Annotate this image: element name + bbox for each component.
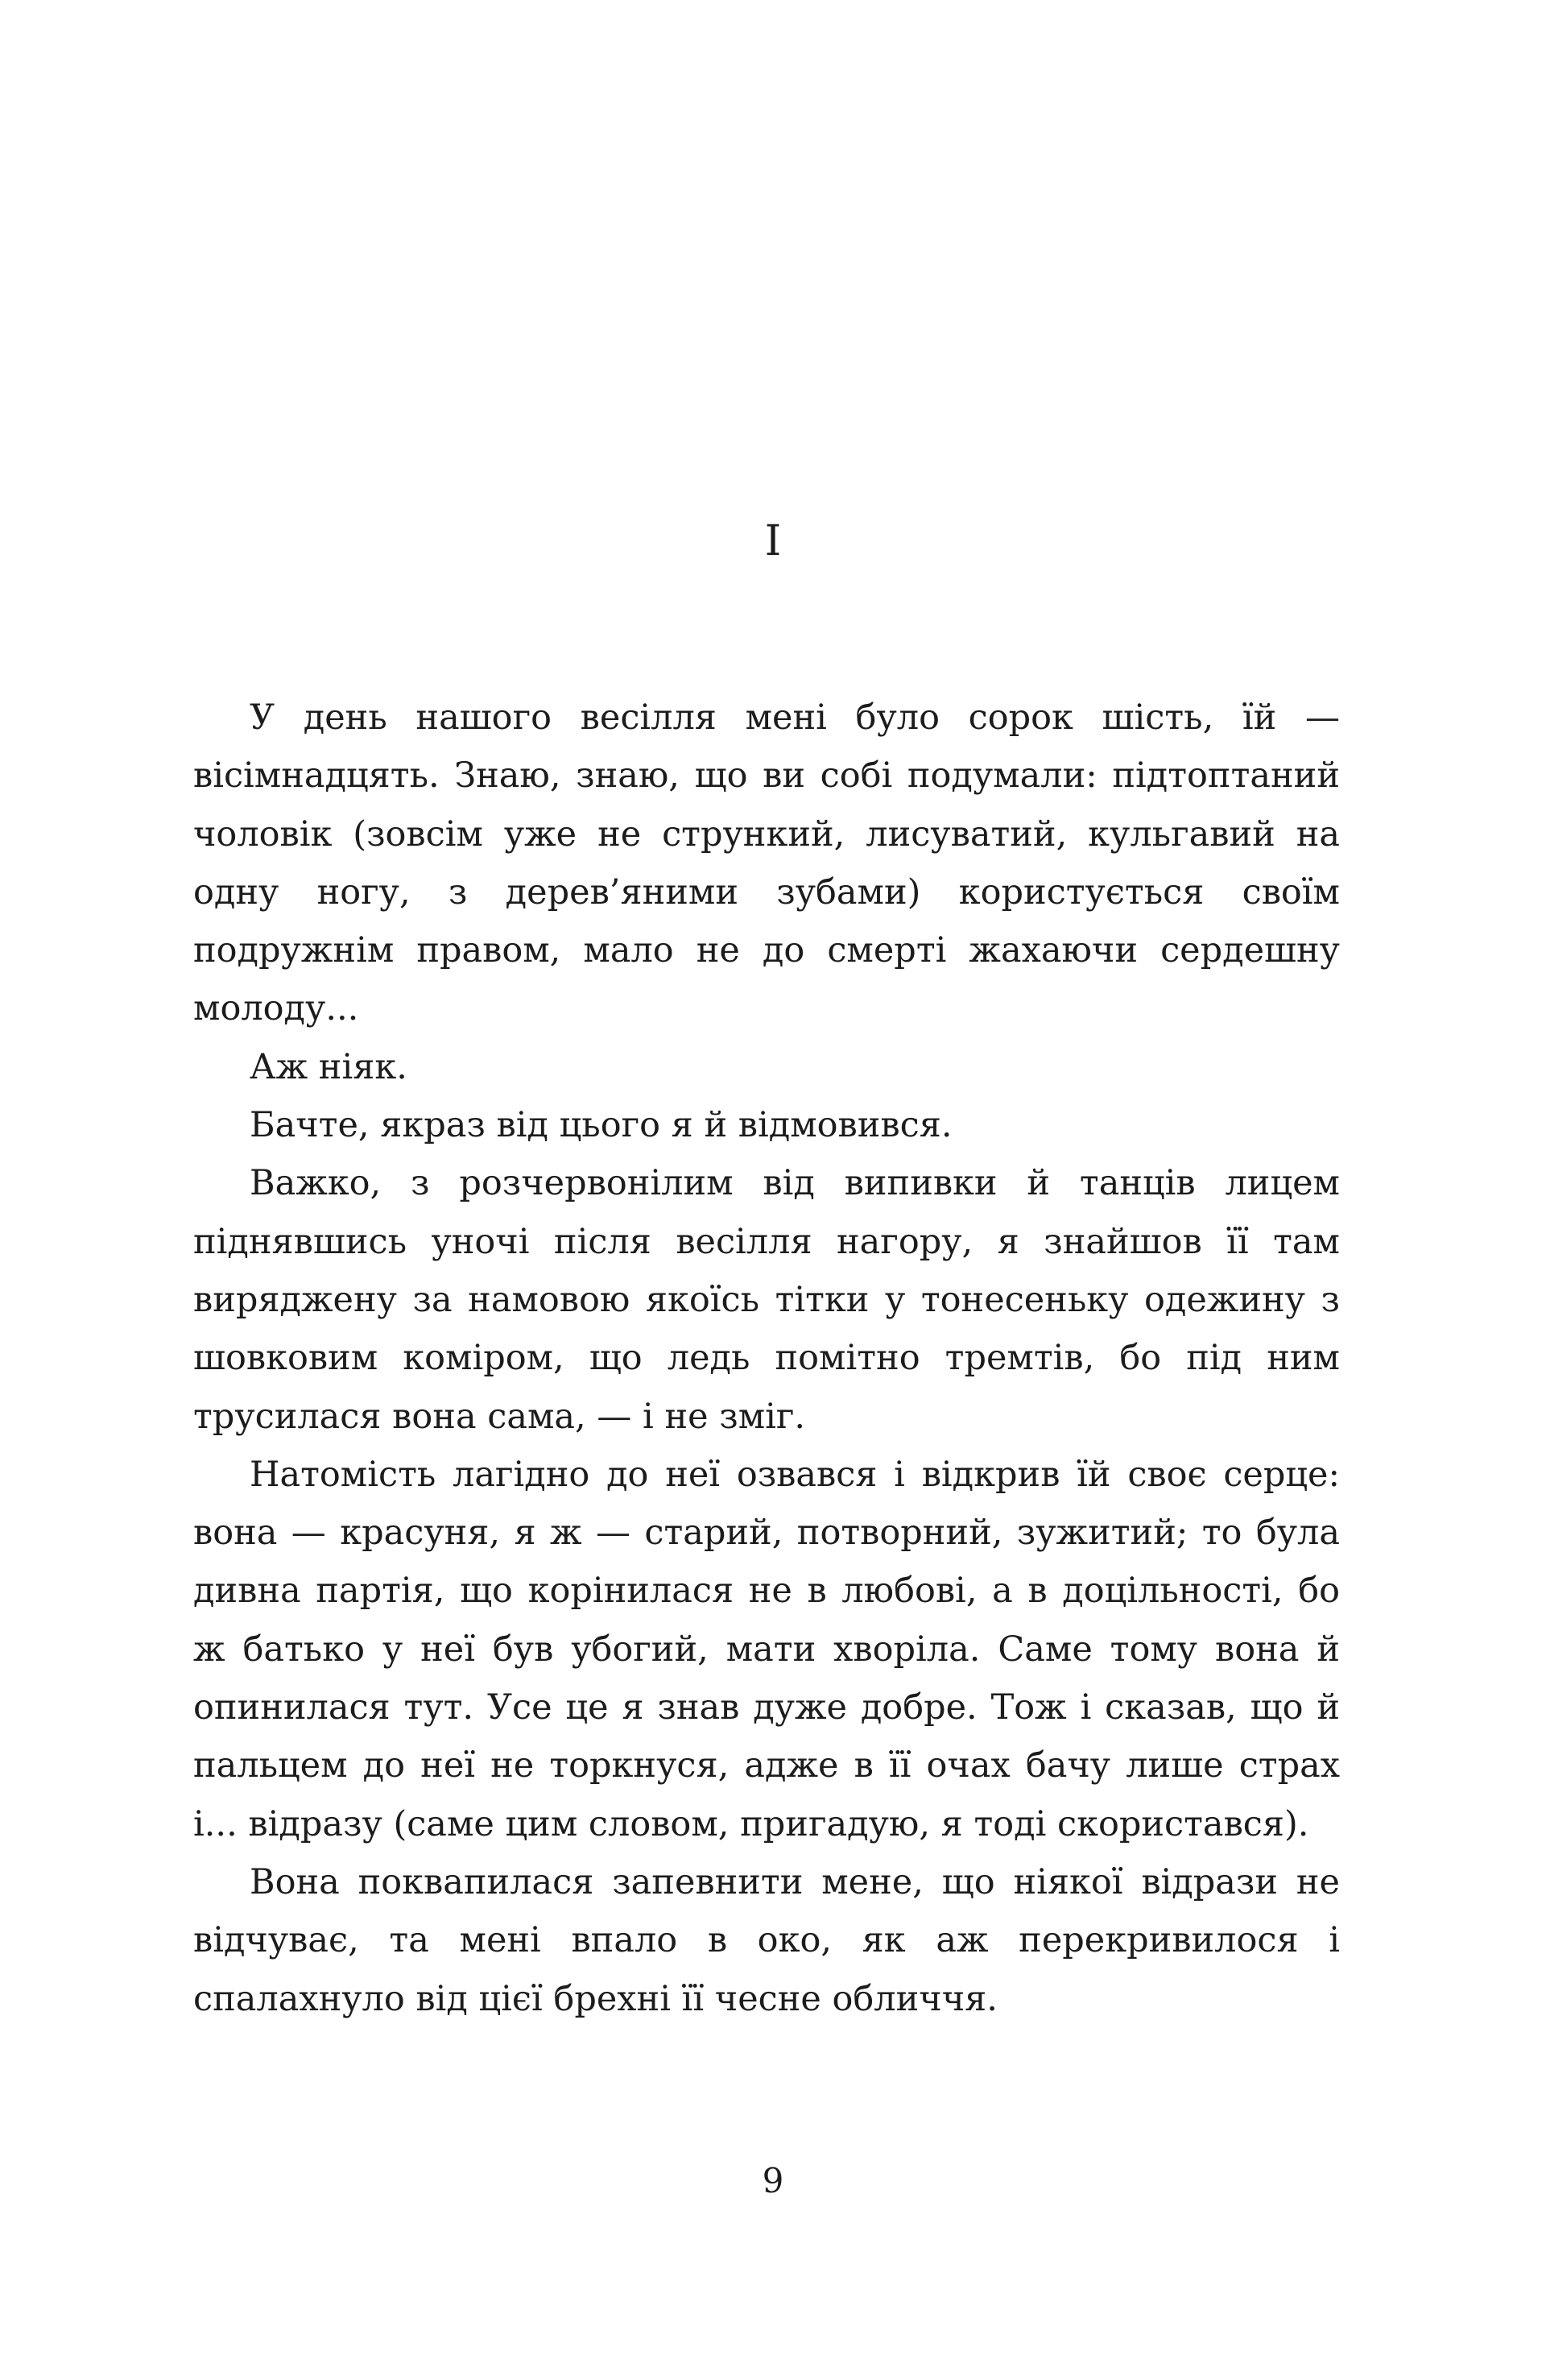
paragraph: Аж ніяк.: [250, 1046, 407, 1087]
paragraph: Натомість лагідно до неї озвався і відкрив їй своє серце: вона — красуня, я ж — старий, потворний, зужитий; то була дивна партія, що корінилася не в любові, а в доцільності, бо ж батько у неї був убогий, мати хворіла. Саме тому вона й опинилася тут. Усе це я знав дуже добре. Тож і сказав, що й пальцем до неї не торкнуся, адже в її очах бачу лише страх і... відразу (саме цим словом, пригадую, я тоді скористався).: [193, 1454, 1340, 1844]
paragraph: Вона поквапилася запевнити мене, що ніякої відрази не відчуває, та мені впало в око, як аж перекривилося і спалахнуло від цієї брехні її чесне обличчя.: [193, 1861, 1340, 2019]
page-number: 9: [762, 2161, 784, 2200]
body-text: [193, 689, 1340, 2028]
paragraph: Бачте, якраз від цього я й відмовився.: [250, 1105, 953, 1146]
paragraph: У день нашого весілля мені було сорок шість, їй — вісімнадцять. Знаю, знаю, що ви собі подумали: підтоптаний чоловік (зовсім уже не стрункий, лисуватий, кульгавий на одну ногу, з дерев’яними зубами) користується своїм подружнім правом, мало не до смерті жахаючи сердешну молоду...: [193, 697, 1340, 1029]
paragraph: Важко, з розчервонілим від випивки й танців лицем піднявшись уночі після весілля нагору, я знайшов її там виряджену за намовою якоїсь тітки у тонесеньку одежину з шовковим коміром, що ледь помітно тремтів, бо під ним трусилася вона сама, — і не зміг.: [193, 1163, 1340, 1437]
chapter-number: I: [764, 517, 782, 565]
